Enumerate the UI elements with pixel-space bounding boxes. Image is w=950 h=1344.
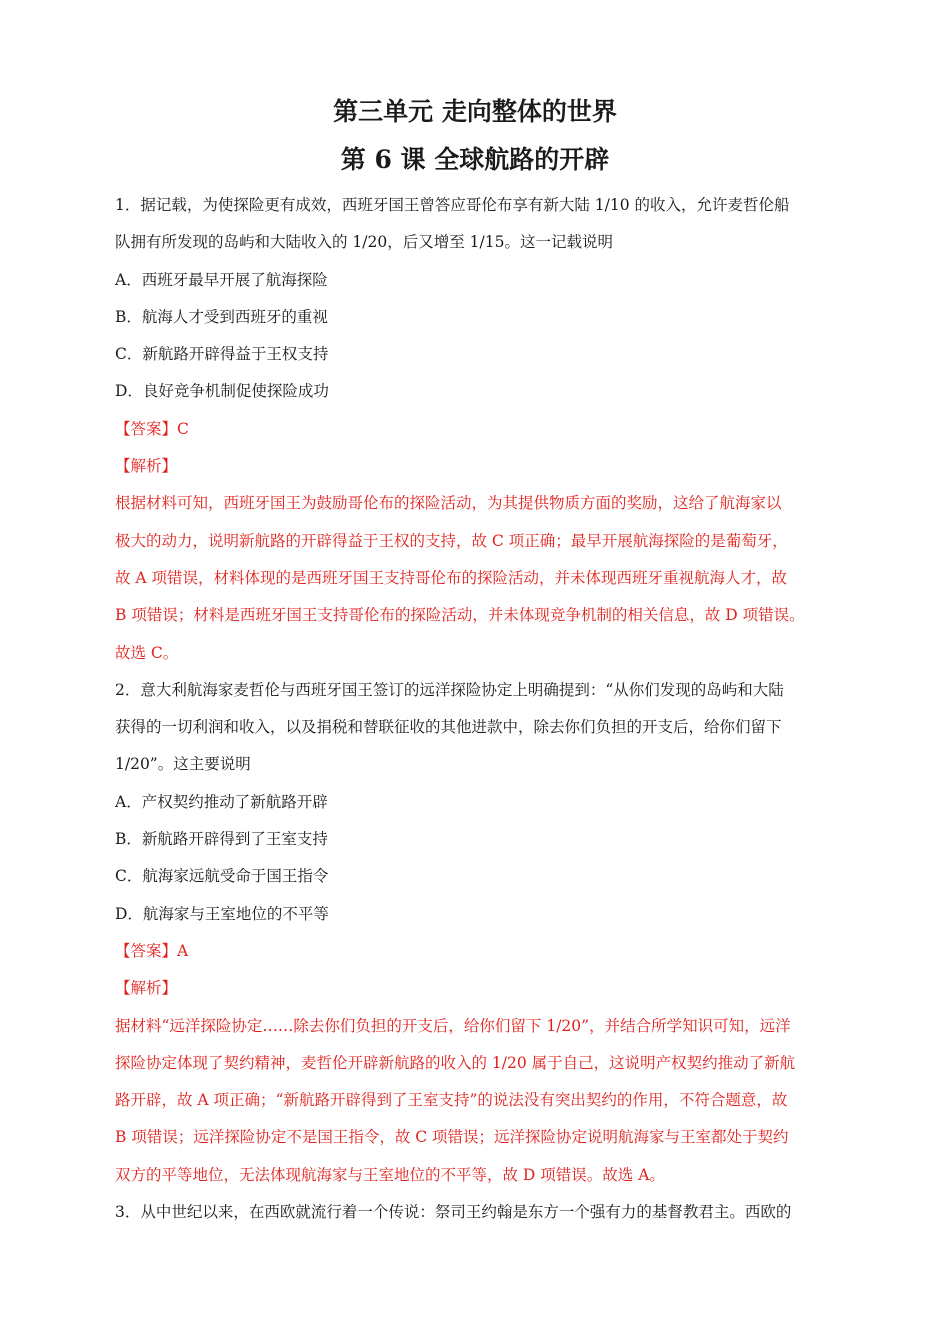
analysis-label: 【解析】 [115, 979, 178, 998]
question-stem-line: 获得的一切利润和收入，以及捐税和替联征收的其他进款中，除去你们负担的开支后，给你们留下 [115, 718, 782, 737]
question-stem-line: 1．据记载，为使探险更有成效，西班牙国王曾答应哥伦布享有新大陆 1/10 的收入，允许麦哲伦船 [115, 196, 790, 214]
analysis-line: B 项错误；远洋探险协定不是国王指令，故 C 项错误；远洋探险协定说明航海家与王室都处于契约 [115, 1128, 789, 1147]
option-d: D．航海家与王室地位的不平等 [115, 904, 329, 923]
question-stem-line: 队拥有所发现的岛屿和大陆收入的 1/20，后又增至 1/15。这一记载说明 [115, 233, 613, 252]
option-b: B．航海人才受到西班牙的重视 [115, 307, 328, 326]
analysis-line: 故选 C。 [115, 643, 179, 662]
question-stem-line: 2．意大利航海家麦哲伦与西班牙国王签订的远洋探险协定上明确提到：“从你们发现的岛屿和大陆 [115, 680, 784, 699]
option-c: C．新航路开辟得益于王权支持 [115, 345, 329, 364]
option-c: C．航海家远航受命于国王指令 [115, 867, 329, 886]
option-a: A．产权契约推动了新航路开辟 [115, 792, 328, 811]
analysis-line: 极大的动力，说明新航路的开辟得益于王权的支持，故 C 项正确；最早开展航海探险的是葡萄牙， [115, 531, 788, 550]
unit-title: 第三单元 走向整体的世界 [333, 97, 617, 126]
question-stem-line: 1/20”。这主要说明 [115, 755, 251, 774]
question-2 [115, 672, 845, 1194]
question-3 [115, 1194, 845, 1231]
option-a: A．西班牙最早开展了航海探险 [115, 270, 328, 289]
answer-label: 【答案】C [115, 419, 189, 438]
analysis-label: 【解析】 [115, 457, 178, 476]
question-stem-line: 3．从中世纪以来，在西欧就流行着一个传说：祭司王约翰是东方一个强有力的基督教君主。西欧的 [115, 1203, 792, 1222]
analysis-line: 探险协定体现了契约精神，麦哲伦开辟新航路的收入的 1/20 属于自己，这说明产权契约推动了新航 [115, 1053, 796, 1072]
analysis-line: 据材料“远洋探险协定……除去你们负担的开支后，给你们留下 1/20”，并结合所学知识可知，远洋 [115, 1016, 791, 1035]
lesson-title: 第 6 课 全球航路的开辟 [340, 145, 610, 174]
analysis-line: 根据材料可知，西班牙国王为鼓励哥伦布的探险活动，为其提供物质方面的奖励，这给了航海家以 [115, 494, 782, 513]
answer-label: 【答案】A [115, 941, 189, 960]
question-1 [115, 187, 845, 672]
option-d: D．良好竞争机制促使探险成功 [115, 382, 329, 401]
analysis-line: 双方的平等地位，无法体现航海家与王室地位的不平等，故 D 项错误。故选 A。 [115, 1165, 665, 1184]
analysis-line: B 项错误；材料是西班牙国王支持哥伦布的探险活动，并未体现竞争机制的相关信息，故 D 项错误。 [115, 606, 805, 625]
option-b: B．新航路开辟得到了王室支持 [115, 830, 328, 849]
analysis-line: 故 A 项错误，材料体现的是西班牙国王支持哥伦布的探险活动，并未体现西班牙重视航海人才，故 [115, 568, 788, 587]
document-body [115, 187, 845, 1231]
analysis-line: 路开辟，故 A 项正确；“新航路开辟得到了王室支持”的说法没有突出契约的作用，不符合题意，故 [115, 1091, 788, 1110]
